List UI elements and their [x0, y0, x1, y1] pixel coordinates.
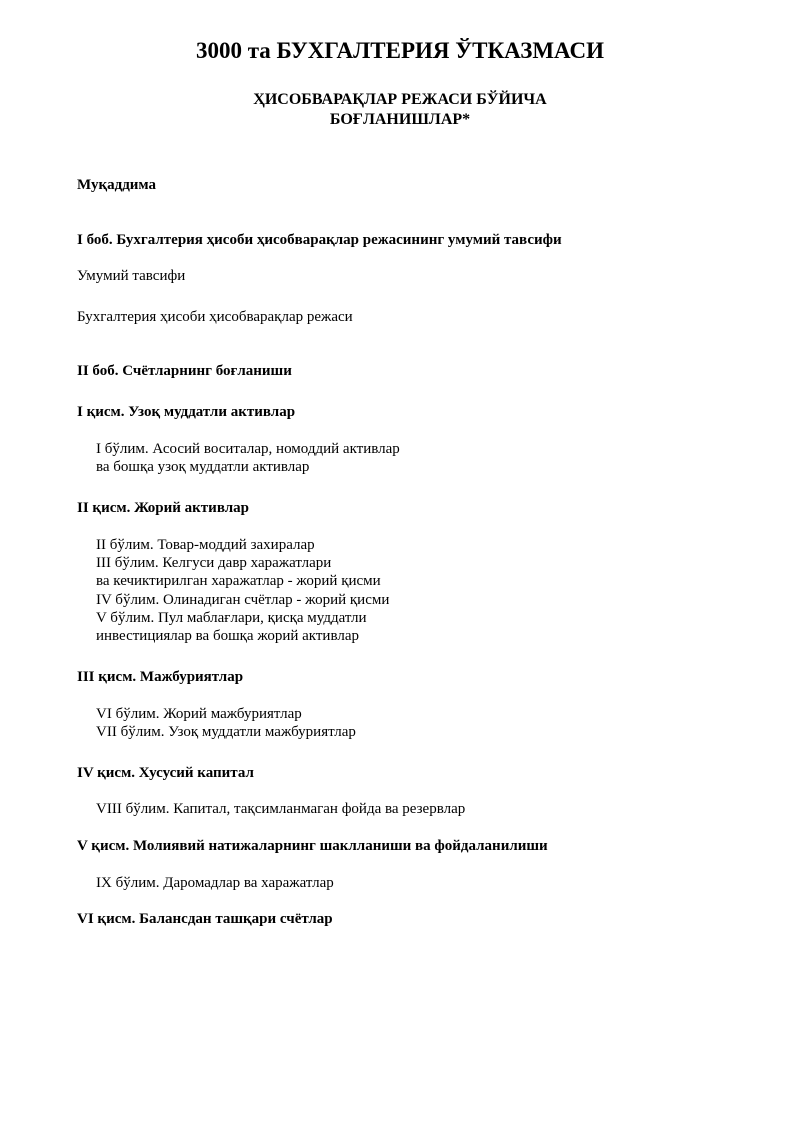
part-5-heading: V қисм. Молиявий натижаларнинг шаклланиши ва фойдаланилиши [77, 838, 548, 854]
document-title: 3000 та БУХГАЛТЕРИЯ ЎТКАЗМАСИ [195, 38, 605, 63]
subtitle-line-2: БОҒЛАНИШЛАР* [329, 111, 471, 128]
part-3-line: VII бўлим. Узоқ муддатли мажбуриятлар [96, 724, 356, 740]
part-1-line: I бўлим. Асосий воситалар, номоддий активлар [96, 441, 400, 457]
part-6-heading: VI қисм. Балансдан ташқари счётлар [77, 911, 333, 927]
part-4-heading: IV қисм. Хусусий капитал [77, 765, 254, 781]
part-3-line: VI бўлим. Жорий мажбуриятлар [96, 706, 302, 722]
part-5-line: IX бўлим. Даромадлар ва харажатлар [96, 875, 334, 891]
part-1-heading: I қисм. Узоқ муддатли активлар [77, 404, 296, 420]
chapter-1-heading: I боб. Бухгалтерия ҳисоби ҳисобварақлар режасининг умумий тавсифи [77, 232, 562, 248]
part-3-heading: III қисм. Мажбуриятлар [77, 669, 244, 685]
chapter-1-item: Бухгалтерия ҳисоби ҳисобварақлар режаси [77, 309, 353, 325]
part-2-line: IV бўлим. Олинадиган счётлар - жорий қисми [96, 592, 390, 608]
part-2-line: V бўлим. Пул маблағлари, қисқа муддатли [96, 610, 367, 626]
part-2-line: II бўлим. Товар-моддий захиралар [96, 537, 315, 553]
chapter-1-item: Умумий тавсифи [77, 268, 186, 284]
part-4-line: VIII бўлим. Капитал, тақсимланмаган фойда ва резервлар [96, 801, 466, 817]
chapter-2-heading: II боб. Счётларнинг боғланиши [77, 363, 292, 379]
subtitle-line-1: ҲИСОБВАРАҚЛАР РЕЖАСИ БЎЙИЧА [253, 91, 547, 108]
part-2-line: III бўлим. Келгуси давр харажатлари [96, 555, 332, 571]
part-1-line: ва бошқа узоқ муддатли активлар [96, 459, 310, 475]
part-2-line: инвестициялар ва бошқа жорий активлар [96, 628, 359, 644]
part-2-heading: II қисм. Жорий активлар [77, 500, 249, 516]
part-2-line: ва кечиктирилган харажатлар - жорий қисми [96, 573, 381, 589]
intro-heading: Муқаддима [77, 177, 157, 193]
document-subtitle [0, 90, 800, 130]
